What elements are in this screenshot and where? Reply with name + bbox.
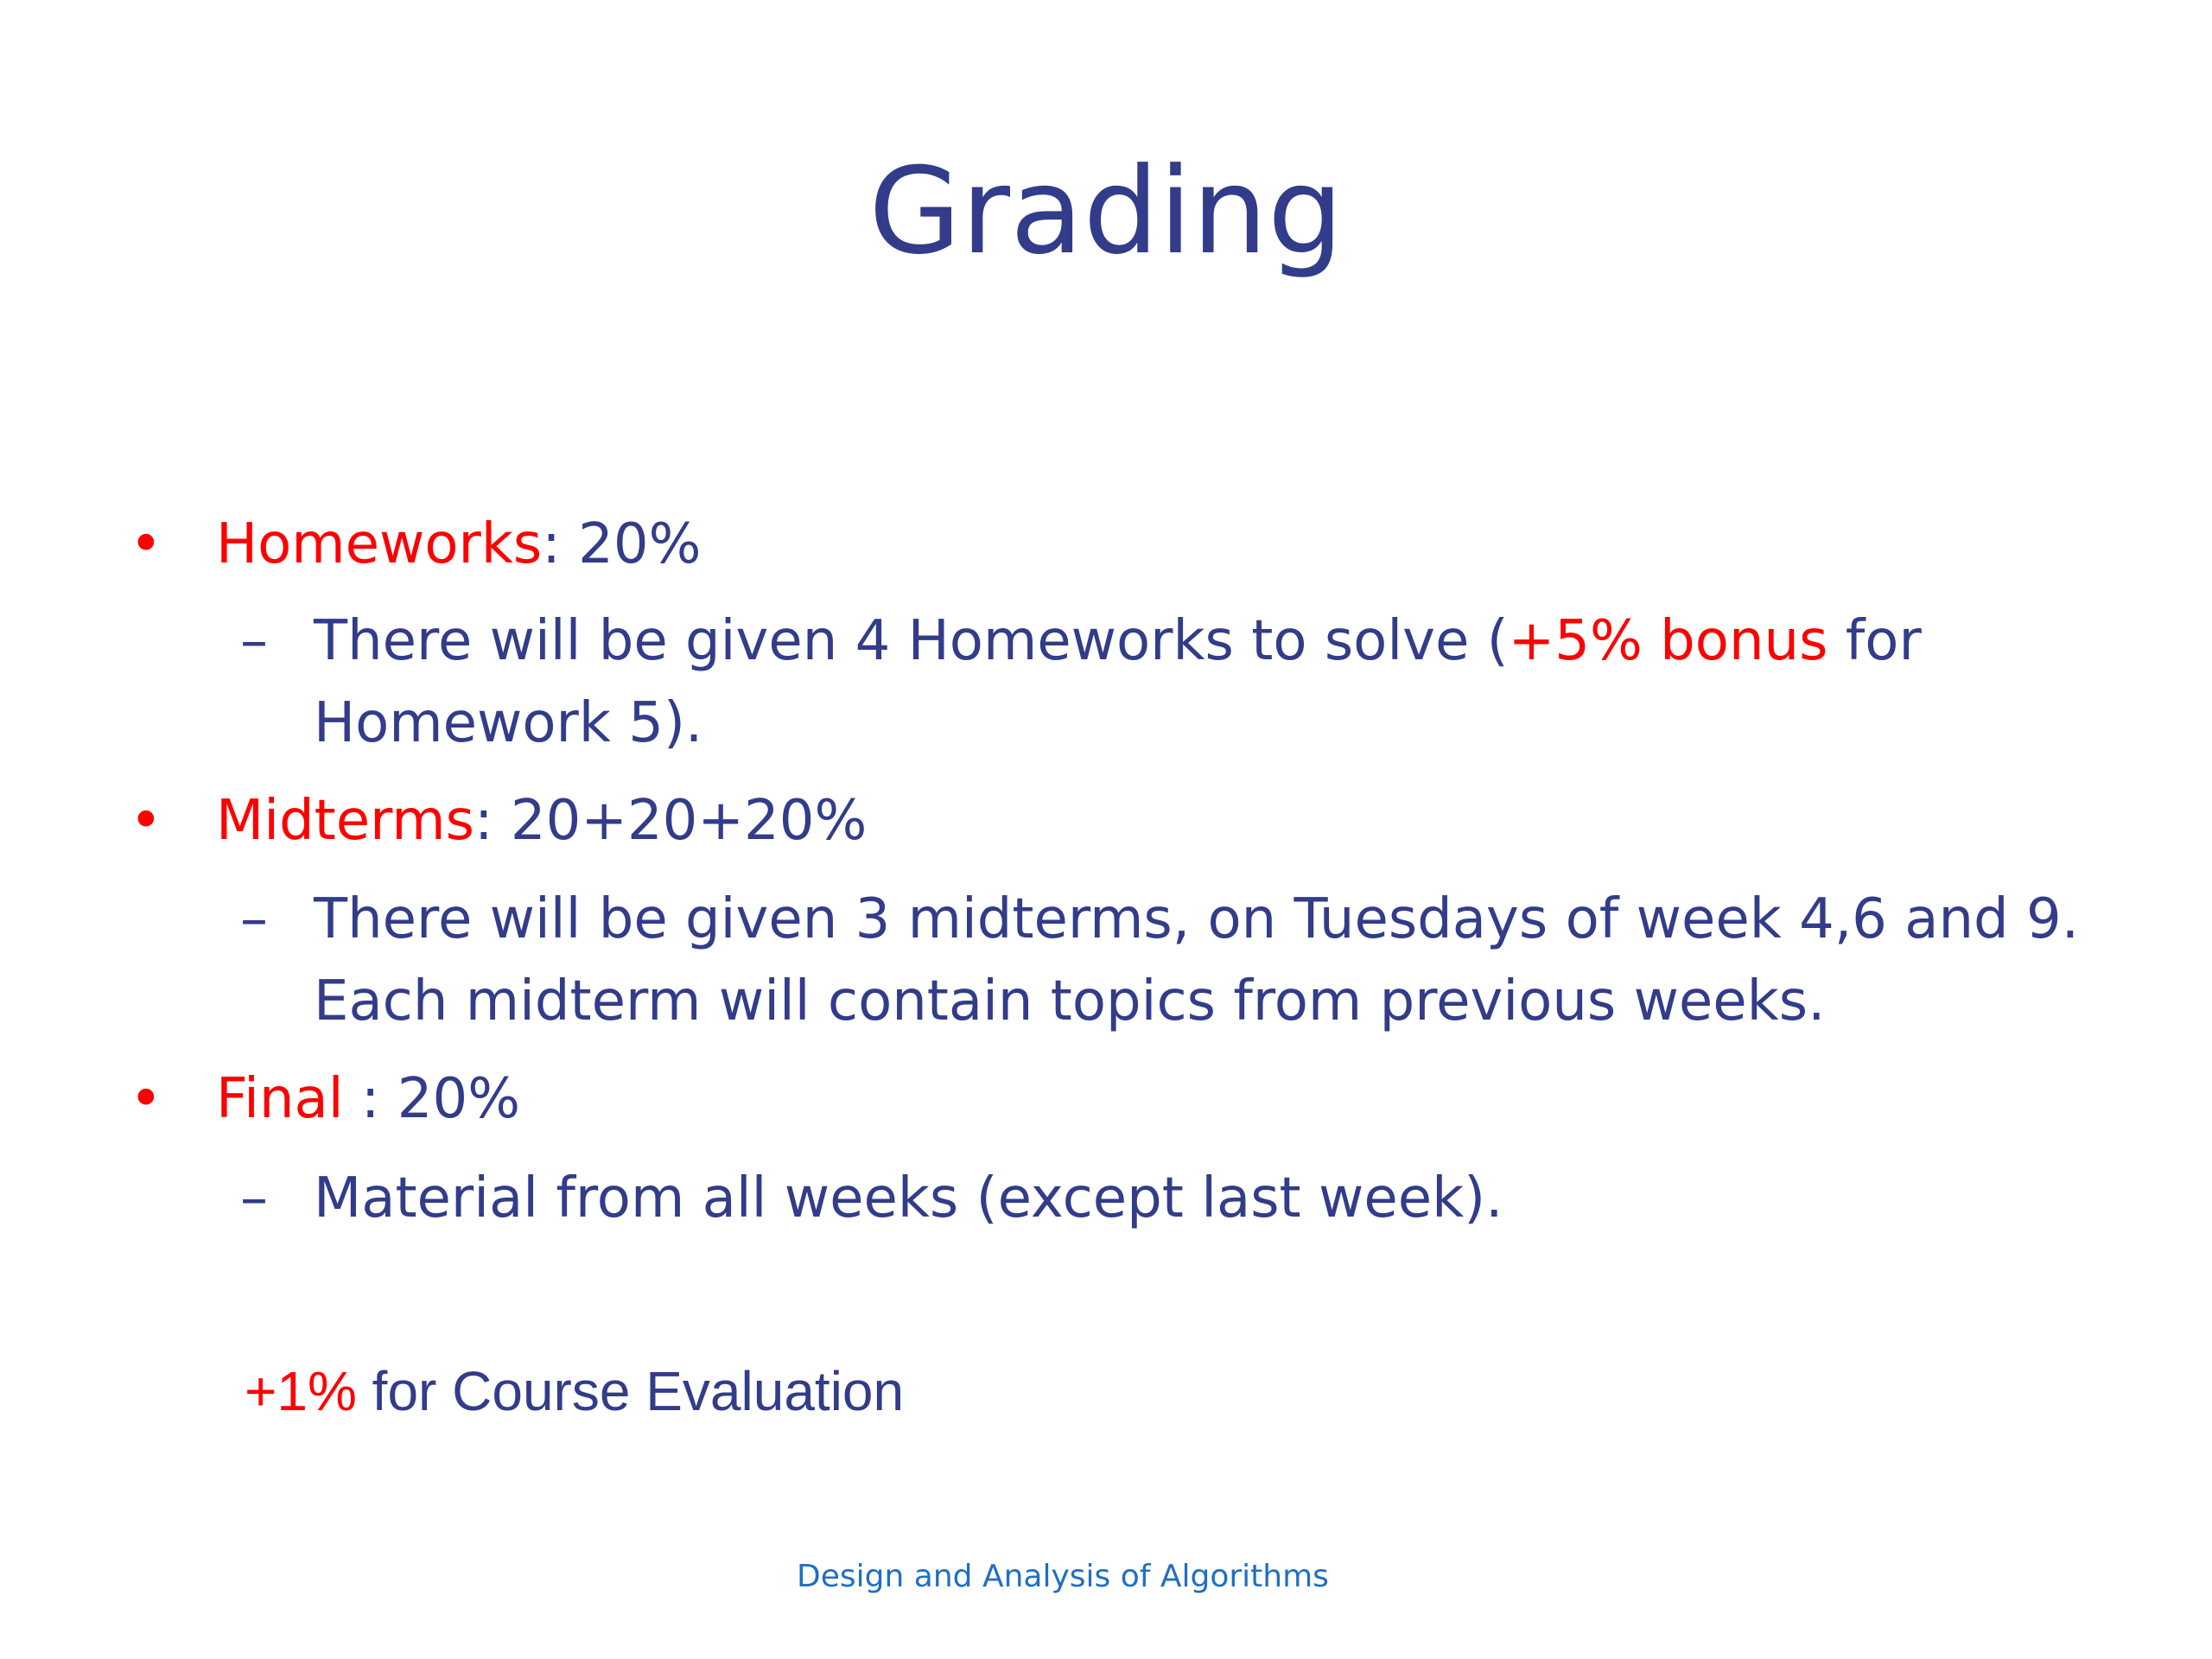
bullet-dot: • xyxy=(130,1067,162,1131)
homeworks-sub-bonus: +5% bonus xyxy=(1508,609,1828,673)
midterms-label: Midterms xyxy=(216,789,474,853)
final-value: 20% xyxy=(379,1067,520,1131)
homeworks-label: Homeworks xyxy=(216,512,543,576)
slide-title: Grading xyxy=(868,142,1344,281)
evaluation-text: for Course Evaluation xyxy=(356,1360,905,1422)
sub-dash: – xyxy=(240,887,268,951)
homeworks-sub-post: for xyxy=(1827,609,1922,673)
homeworks-sub-line2: Homework 5). xyxy=(314,691,703,755)
midterms-sub-line1: There will be given 3 midterms, on Tuesdays of week 4,6 and 9. xyxy=(314,887,2080,951)
homeworks-sep: : xyxy=(542,512,561,576)
bullet-dot: • xyxy=(130,512,162,576)
final-sep: : xyxy=(343,1067,380,1131)
final-sub-line1: Material from all weeks (except last week). xyxy=(314,1166,1503,1230)
sub-text xyxy=(314,601,1922,683)
midterms-value: 20+20+20% xyxy=(493,789,868,853)
sub-dash: – xyxy=(240,609,268,673)
bullet-text xyxy=(216,510,701,579)
evaluation-bonus: +1% xyxy=(245,1360,357,1422)
midterms-sep: : xyxy=(474,789,493,853)
course-evaluation-note xyxy=(245,1357,904,1426)
sub-dash: – xyxy=(240,1166,268,1230)
bullet-dot: • xyxy=(130,789,162,853)
midterms-sub-line2: Each midterm will contain topics from previous weeks. xyxy=(314,969,1826,1033)
bullet-text xyxy=(216,1065,520,1134)
final-label: Final xyxy=(216,1067,344,1131)
slide-footer: Design and Analysis of Algorithms xyxy=(797,1559,1329,1594)
bullet-text xyxy=(216,786,867,855)
homeworks-sub-pre: There will be given 4 Homeworks to solve ( xyxy=(314,609,1509,673)
homeworks-value: 20% xyxy=(560,512,702,576)
